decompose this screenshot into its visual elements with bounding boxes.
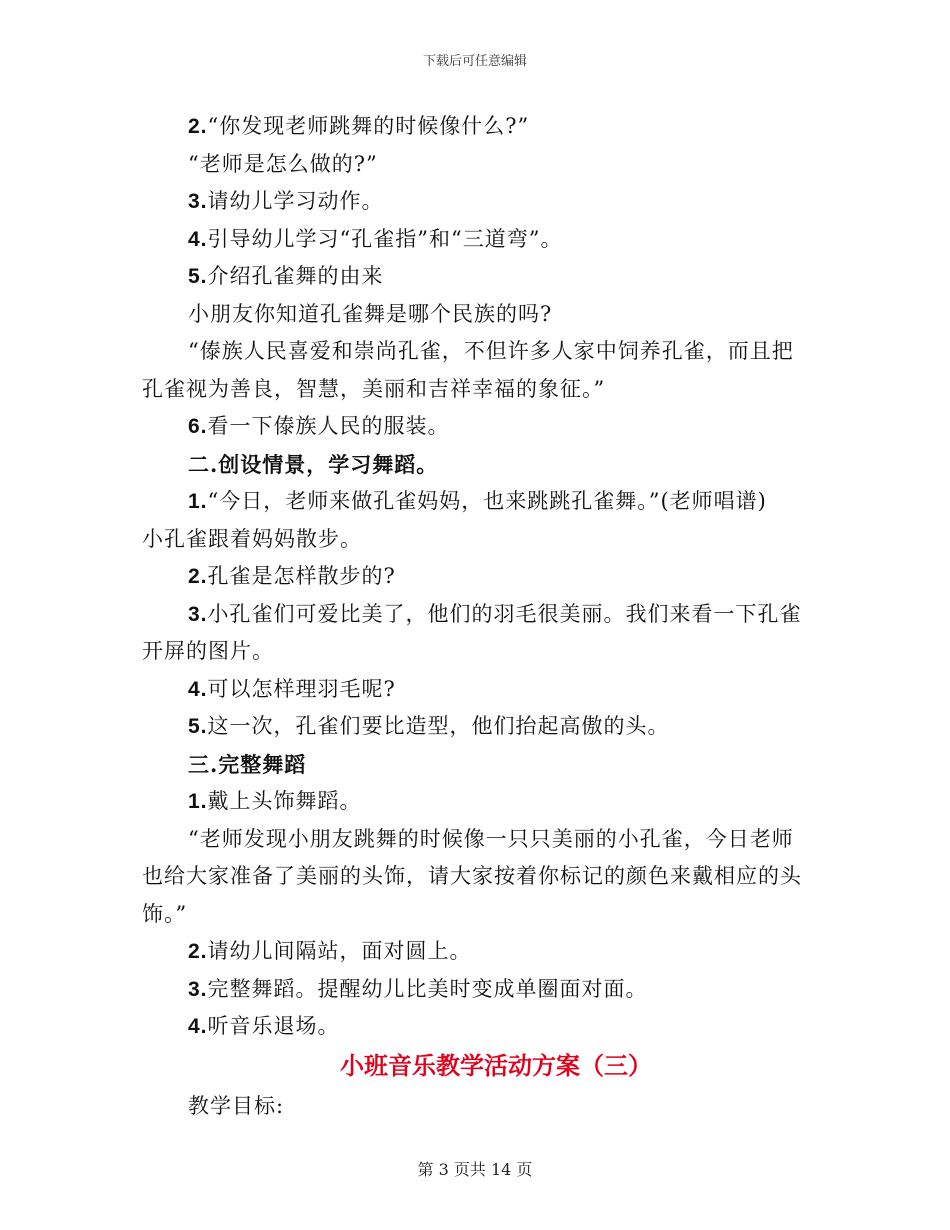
paragraph-line — [142, 933, 810, 971]
paragraph-line — [142, 333, 810, 371]
list-number: 3. — [188, 190, 208, 213]
page-footer: 第 3 页共 14 页 — [417, 1160, 533, 1179]
paragraph-line — [142, 896, 810, 934]
paragraph-line — [142, 633, 810, 671]
page-header: 下载后可任意编辑 — [422, 54, 527, 69]
paragraph-line — [142, 671, 810, 709]
paragraph-line — [142, 858, 810, 896]
document-body — [142, 108, 810, 1125]
section-heading — [142, 746, 810, 784]
paragraph-line — [142, 708, 810, 746]
line-text: 二.创设情景，学习舞蹈。 — [188, 451, 439, 477]
line-text: 请幼儿间隔站，面对圆上。 — [207, 939, 472, 963]
list-number: 4. — [188, 1015, 208, 1038]
list-number: 1. — [188, 490, 208, 513]
list-number: 6. — [188, 415, 208, 438]
list-number: 1. — [188, 790, 208, 813]
line-text: 小孔雀们可爱比美了，他们的羽毛很美丽。我们来看一下孔雀 — [207, 601, 802, 626]
paragraph-line — [142, 483, 810, 521]
line-text: 戴上头饰舞蹈。 — [207, 789, 362, 813]
line-text: 看一下傣族人民的服装。 — [207, 414, 450, 438]
list-number: 5. — [188, 715, 208, 738]
line-text: 这一次，孔雀们要比造型，他们抬起高傲的头。 — [207, 714, 670, 738]
line-text: 开屏的图片。 — [142, 639, 274, 663]
paragraph-line — [142, 558, 810, 596]
list-number: 2. — [188, 565, 208, 588]
list-number: 3. — [188, 977, 208, 1001]
line-text: 孔雀视为善良，智慧，美丽和吉祥幸福的象征。” — [142, 376, 606, 401]
paragraph-line — [142, 971, 810, 1009]
paragraph-line — [142, 596, 810, 634]
section-heading — [142, 446, 810, 484]
list-number: 4. — [188, 677, 208, 701]
list-number: 4. — [188, 227, 208, 251]
paragraph-line — [142, 408, 810, 446]
line-text: “老师发现小朋友跳舞的时候像一只只美丽的小孔雀，今日老师 — [188, 826, 794, 851]
line-text: 三.完整舞蹈 — [188, 751, 307, 777]
paragraph-line: 教学目标: — [188, 1093, 285, 1118]
paragraph-line — [142, 146, 810, 184]
paragraph-line — [142, 521, 810, 559]
line-text: 完整舞蹈。提醒幼儿比美时变成单圈面对面。 — [207, 976, 648, 1001]
line-text: 饰。” — [142, 901, 188, 926]
list-number: 5. — [188, 265, 208, 288]
paragraph-line — [142, 783, 810, 821]
line-text: “傣族人民喜爱和崇尚孔雀，不但许多人家中饲养孔雀，而且把 — [188, 339, 794, 363]
paragraph-line — [142, 258, 810, 296]
line-text: 引导幼儿学习“孔雀指”和“三道弯”。 — [207, 226, 563, 251]
paragraph-line — [142, 821, 810, 859]
line-text: 小朋友你知道孔雀舞是哪个民族的吗? — [188, 301, 553, 326]
list-number: 3. — [188, 602, 208, 626]
paragraph-line — [142, 183, 810, 221]
paragraph-line — [142, 1008, 810, 1046]
list-number: 2. — [188, 940, 208, 963]
line-text: 请幼儿学习动作。 — [207, 189, 384, 213]
paragraph-line — [142, 108, 810, 146]
line-text: 孔雀是怎样散步的? — [207, 564, 396, 588]
line-text: “老师是怎么做的?” — [188, 151, 378, 176]
line-text: 小孔雀跟着妈妈散步。 — [142, 526, 362, 551]
line-text: 介绍孔雀舞的由来 — [207, 264, 384, 288]
line-text: “今日，老师来做孔雀妈妈，也来跳跳孔雀舞。”(老师唱谱) — [207, 489, 767, 513]
list-number: 2. — [188, 115, 208, 138]
paragraph-line — [142, 371, 810, 409]
section-title: 小班音乐教学活动方案（三） — [340, 1050, 652, 1080]
line-text: 也给大家准备了美丽的头饰，请大家按着你标记的颜色来戴相应的头 — [142, 864, 802, 888]
line-text: 听音乐退场。 — [207, 1014, 340, 1038]
line-text: “你发现老师跳舞的时候像什么?” — [207, 114, 530, 138]
paragraph-line — [142, 296, 810, 334]
paragraph-line — [142, 221, 810, 259]
line-text: 可以怎样理羽毛呢? — [207, 676, 396, 701]
